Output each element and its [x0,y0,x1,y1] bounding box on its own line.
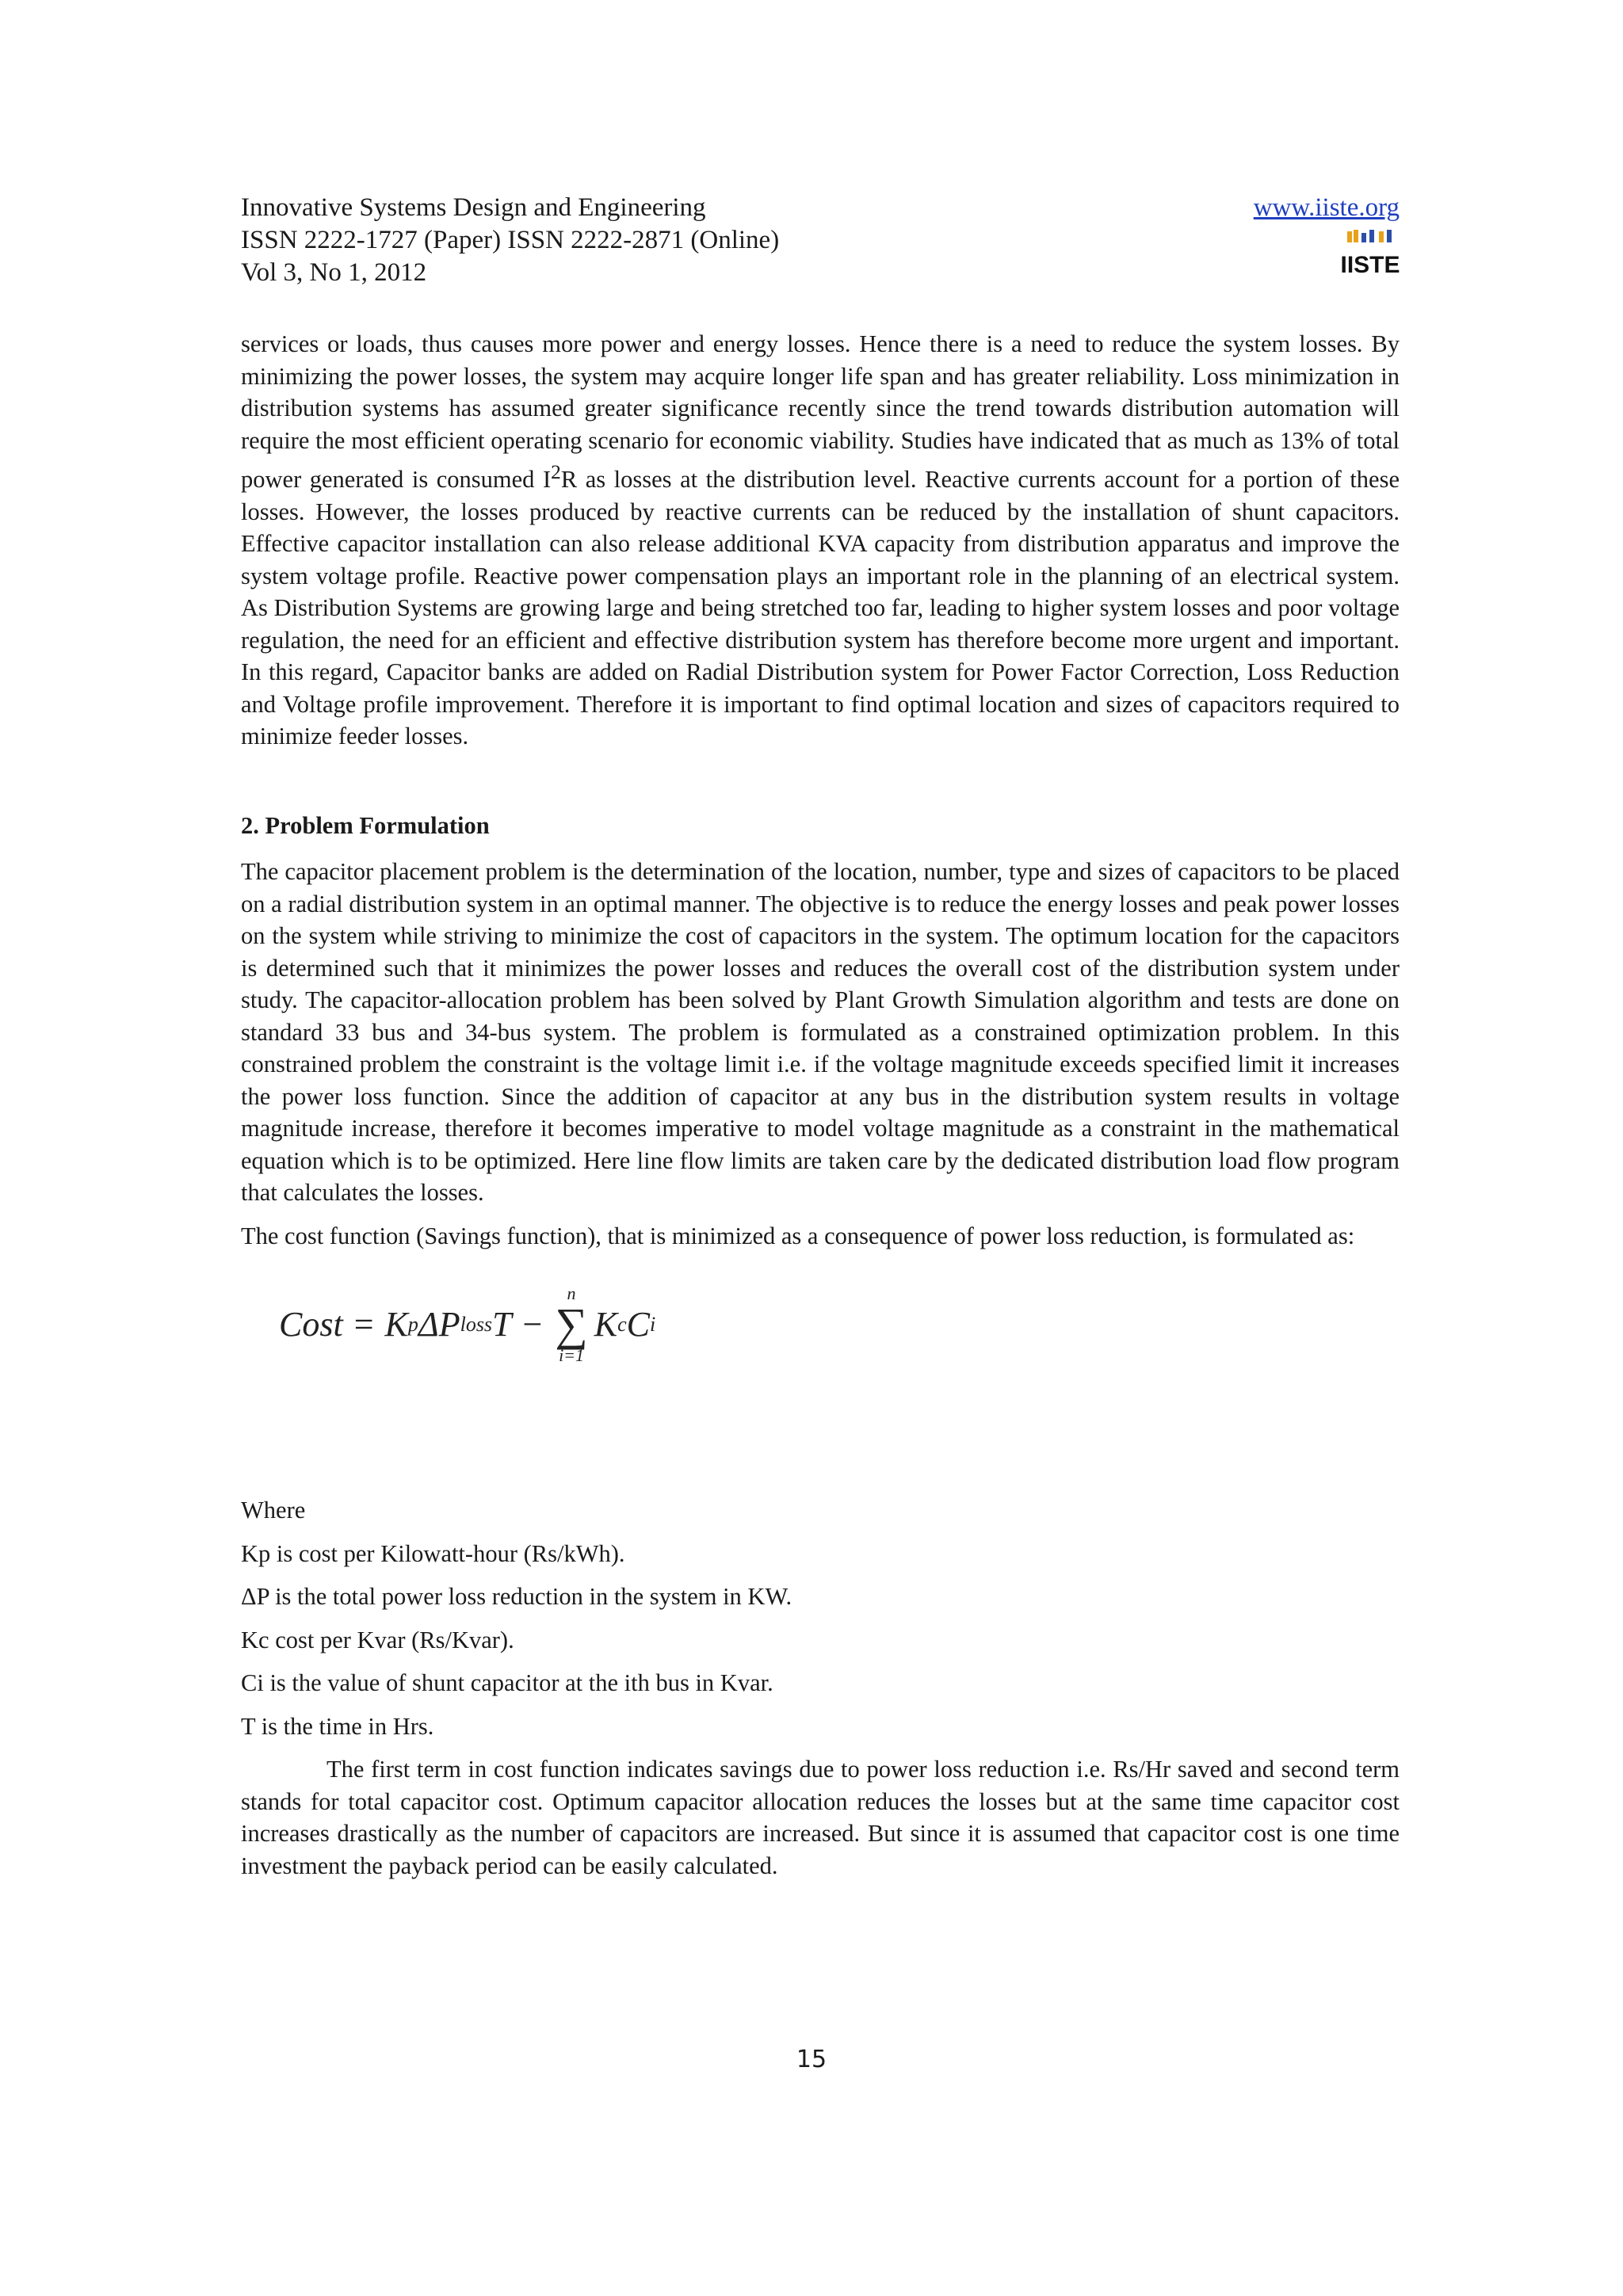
definition-item: Kc cost per Kvar (Rs/Kvar). [241,1626,514,1653]
eq-ci: C [626,1304,650,1344]
journal-url-link[interactable]: www.iiste.org [1253,193,1400,222]
cost-function-intro: The cost function (Savings function), that is minimized as a consequence of power loss reduction, is formulated as: [241,1222,1355,1249]
eq-sigma: ∑ [555,1299,588,1351]
definition-item: T is the time in Hrs. [241,1712,434,1740]
journal-volume: Vol 3, No 1, 2012 [241,258,427,287]
definitions-where: Where [241,1497,306,1524]
eq-sigma-lower: i=1 [559,1345,585,1366]
intro-text-b: R as losses at the distribution level. Reactive currents account for a portion of these losses. However, the losses produced by reactive currents can be reduced by the installation of shunt capacitors. Effective capacitor installation can also release additional KVA capacity from distribution apparatus and improve the system voltage profile. Reactive power compensation plays an important role in the planning of an electrical system. As Distribution Systems are growing large and being stretched too far, leading to higher system losses and poor voltage regulation, the need for an efficient and effective distribution system has therefore become more urgent and important. In this regard, Capacitor banks are added on Radial Distribution system for Power Factor Correction, Loss Reduction and Voltage profile improvement. Therefore it is important to find optimal location and sizes of capacitors required to minimize feeder losses. [241,466,1400,750]
iiste-logo-icon [1340,228,1400,280]
eq-delta-sub: loss [460,1312,493,1336]
closing-paragraph: The first term in cost function indicates savings due to power loss reduction i.e. Rs/Hr saved and second term stands for total capacitor cost. Optimum capacitor allocation reduces the losses but at the same time capacitor cost increases drastically as the number of capacitors are increased. But since it is assumed that capacitor cost is one time investment the payback period can be easily calculated. [241,1756,1400,1879]
page-content [241,328,1400,1882]
section-heading: 2. Problem Formulation [241,811,490,839]
definitions-list [241,1494,1400,1742]
eq-kc: K [594,1304,618,1344]
cost-equation [279,1269,1400,1380]
eq-summation [555,1285,587,1364]
definition-item: ΔP is the total power loss reduction in the system in KW. [241,1583,792,1611]
eq-delta: ΔP [418,1304,460,1344]
definition-item: Kp is cost per Kilowatt-hour (Rs/kWh). [241,1539,625,1567]
eq-minus: − [522,1304,543,1344]
journal-issn: ISSN 2222-1727 (Paper) ISSN 2222-2871 (Online) [241,226,780,254]
journal-title: Innovative Systems Design and Engineering [241,193,706,222]
page-number: 15 [796,2046,827,2073]
logo-text: IISTE [1340,252,1400,278]
eq-kp: K [384,1304,408,1344]
journal-header [241,192,1400,289]
problem-paragraph: The capacitor placement problem is the determination of the location, number, type and sizes of capacitors to be placed on a radial distribution system in an optimal manner. The objective is to reduce the energy losses and peak power losses on the system while striving to minimize the cost of capacitors in the system. The optimum location for the capacitors is determined such that it minimizes the power losses and reduces the overall cost of the distribution system under study. The capacitor-allocation problem has been solved by Plant Growth Simulation algorithm and tests are done on standard 33 bus and 34-bus system. The problem is formulated as a constrained optimization problem. In this constrained problem the constraint is the voltage limit i.e. if the voltage magnitude exceeds specified limit it increases the power loss function. Since the addition of capacitor at any bus in the distribution system results in voltage magnitude increase, therefore it becomes imperative to model voltage magnitude as a constraint in the mathematical equation which is to be optimized. Here line flow limits are taken care by the dedicated distribution load flow program that calculates the losses. [241,858,1400,1207]
eq-t: T [492,1304,512,1344]
intro-text-a: services or loads, thus causes more power and energy losses. Hence there is a need to reduce the system losses. By minimizing the power losses, the system may acquire longer life span and has greater reliability. Loss minimization in distribution systems has assumed greater significance recently since the trend towards distribution automation will require the most efficient operating scenario for economic viability. Studies have indicated that as much as 13% of total power generated is consumed I [241,330,1400,494]
eq-ci-sub: i [650,1312,656,1336]
eq-kc-sub: c [617,1312,627,1336]
eq-equals: = [353,1304,374,1344]
eq-lhs: Cost [279,1304,343,1344]
eq-sigma-upper: n [567,1283,576,1304]
intro-paragraph [241,328,1400,753]
definition-item: Ci is the value of shunt capacitor at the ith bus in Kvar. [241,1669,773,1697]
eq-kp-sub: p [407,1312,418,1336]
intro-superscript: 2 [551,461,561,483]
